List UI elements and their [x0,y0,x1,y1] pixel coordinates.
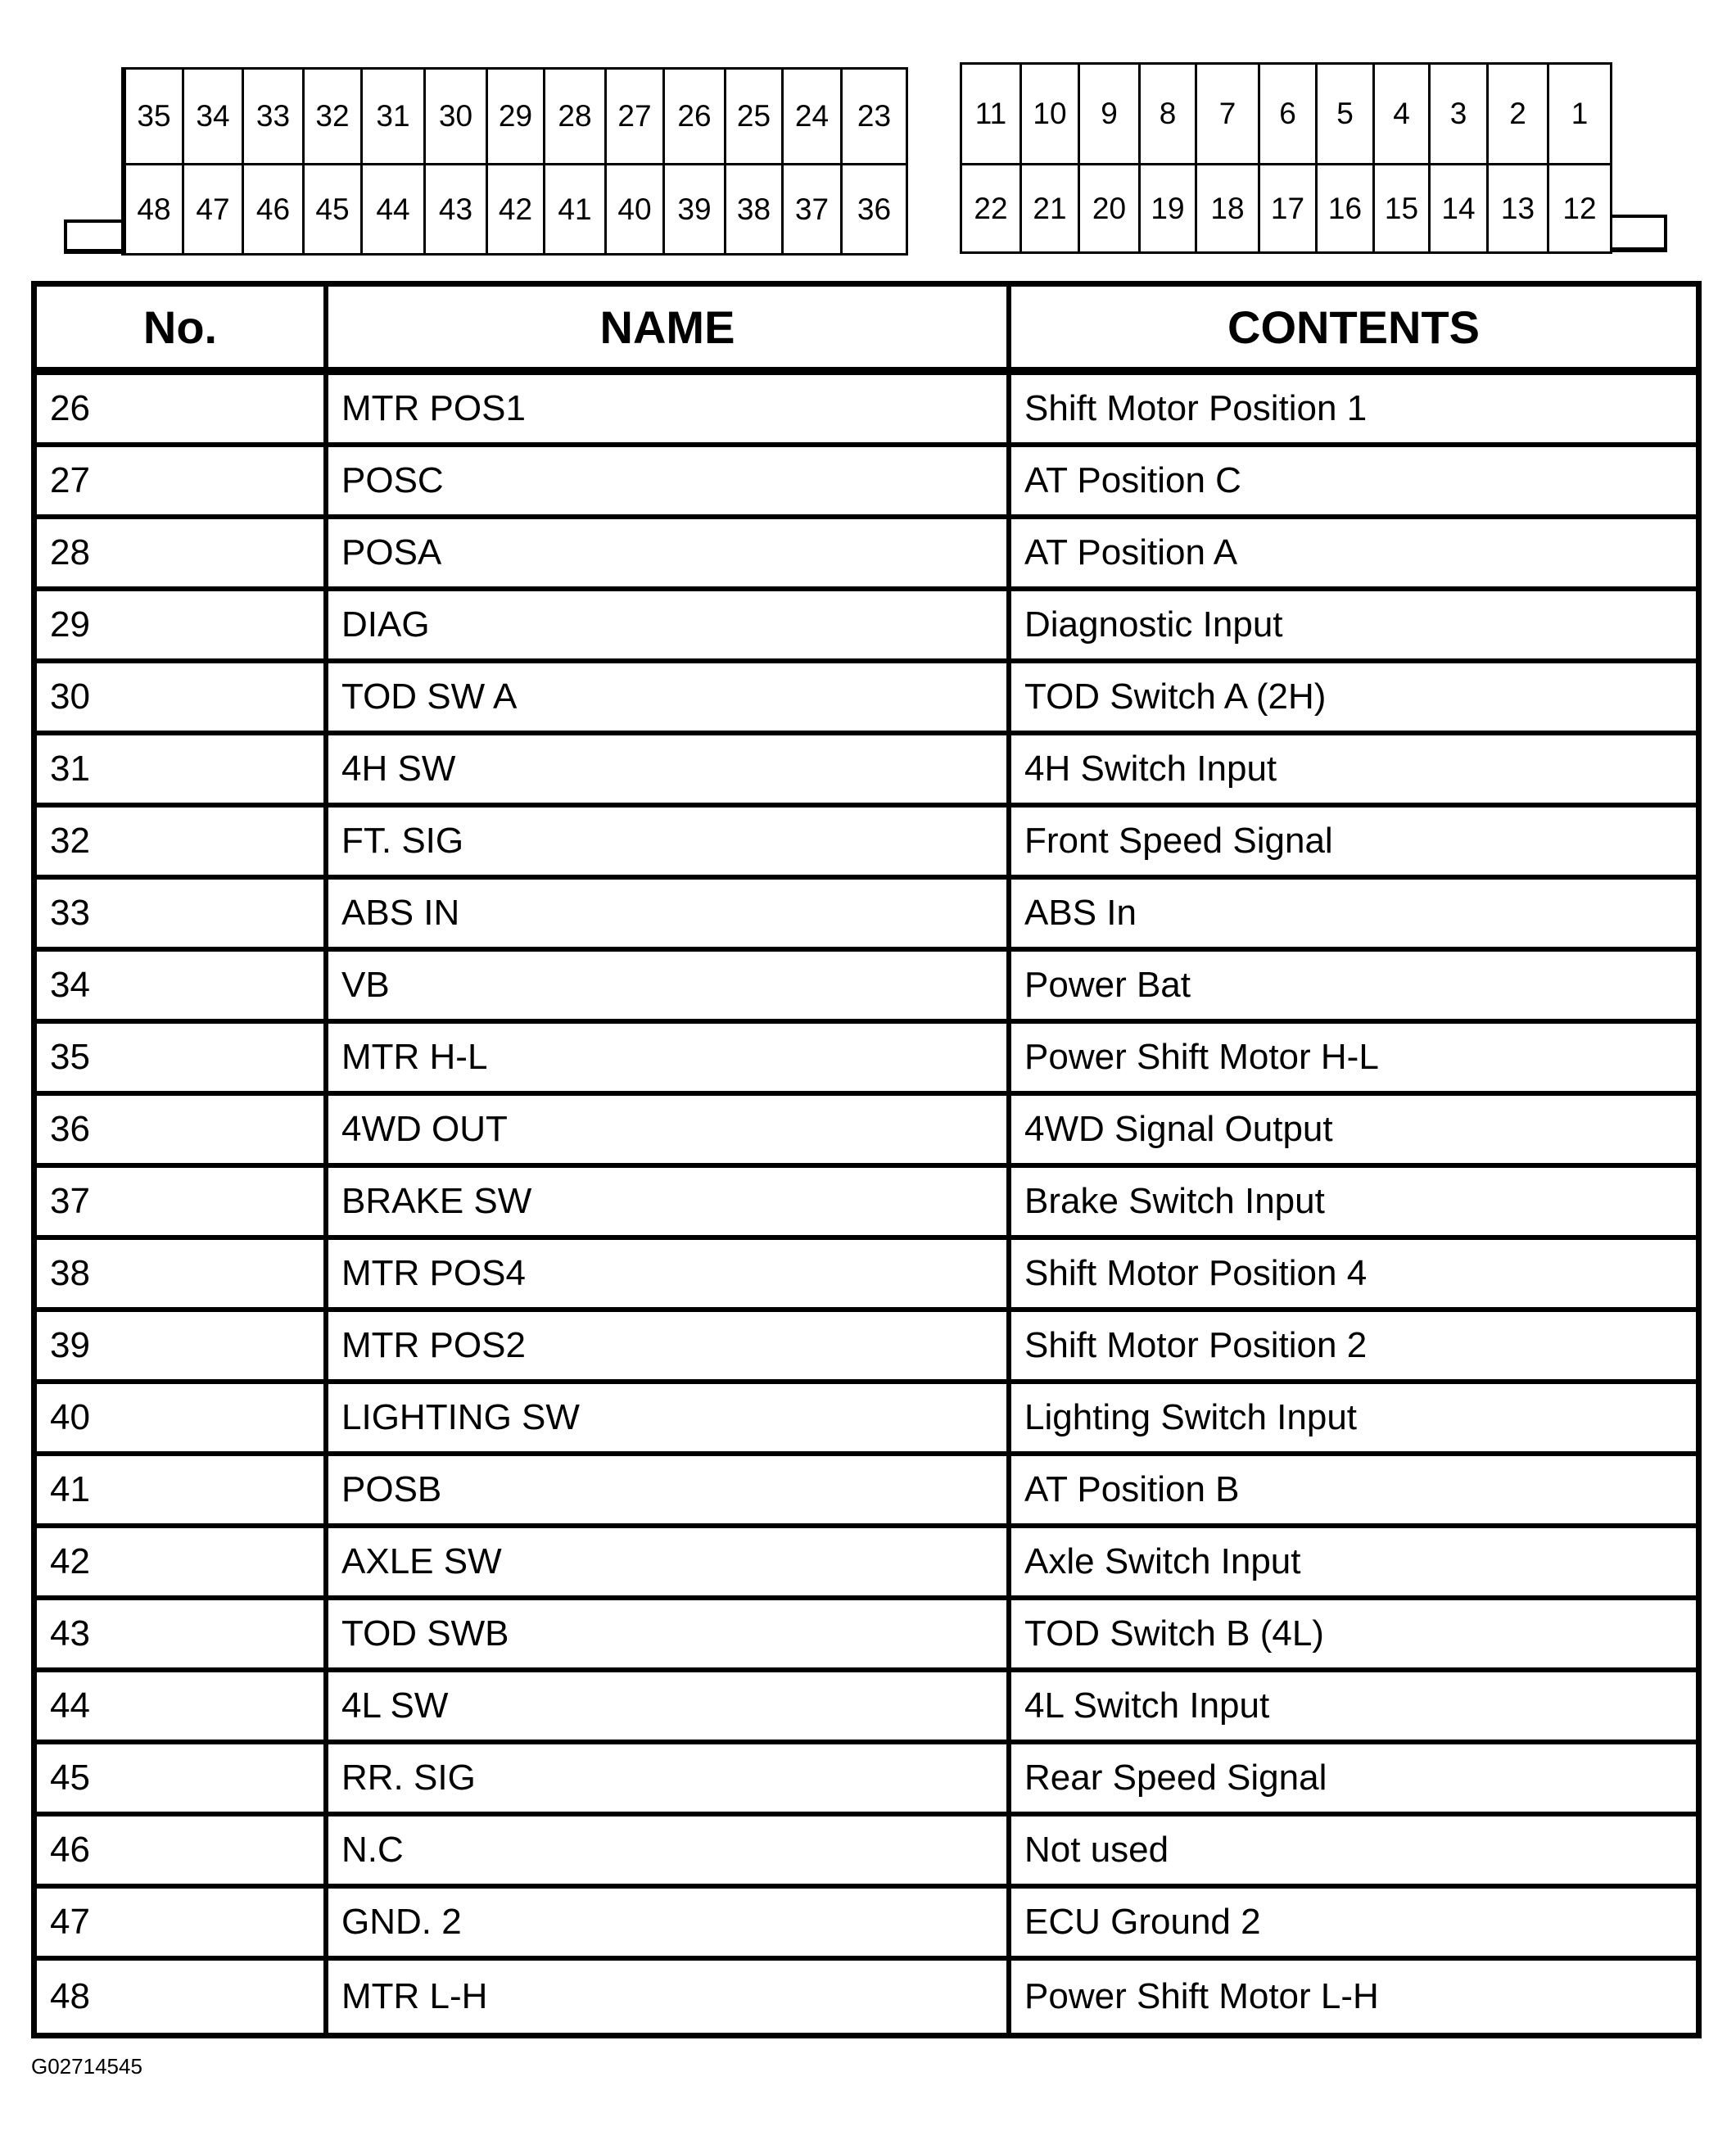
pin-name-cell: FT. SIG [328,808,1011,880]
pin-name-cell: MTR POS1 [328,375,1011,447]
pin-number-cell: 42 [37,1528,328,1600]
table-row [37,1528,1696,1600]
table-row [37,663,1696,735]
pin-name-cell: ABS IN [328,880,1011,952]
pin-contents-cell: TOD Switch A (2H) [1011,663,1696,735]
pin-name-cell: POSC [328,447,1011,519]
pin-name-cell: TOD SW A [328,663,1011,735]
figure-id: G02714545 [31,2054,142,2079]
connector-bottom-right-pin: 20 [1078,163,1141,254]
connector-bottom-right-pin: 21 [1019,163,1080,254]
connector-right-tab [1607,215,1667,252]
table-row [37,1961,1696,2033]
pin-name-cell: POSB [328,1456,1011,1528]
table-row [37,808,1696,880]
connector-top-left-pin: 28 [543,67,607,165]
pin-number-cell: 37 [37,1168,328,1240]
pin-number-cell: 27 [37,447,328,519]
pin-contents-cell: TOD Switch B (4L) [1011,1600,1696,1672]
table-row [37,1744,1696,1817]
pin-number-cell: 26 [37,375,328,447]
connector-left-tab [64,219,124,254]
connector-top-right-pin: 4 [1372,62,1431,165]
table-header-row [37,287,1696,375]
pin-number-cell: 48 [37,1961,328,2033]
header-contents: CONTENTS [1011,287,1696,375]
connector-top-left-pin: 26 [662,67,726,165]
table-row [37,1024,1696,1096]
connector-top-right-pin: 9 [1078,62,1141,165]
pin-contents-cell: AT Position C [1011,447,1696,519]
pin-name-cell: MTR H-L [328,1024,1011,1096]
pin-number-cell: 34 [37,952,328,1024]
pin-contents-cell: Shift Motor Position 2 [1011,1312,1696,1384]
pin-contents-cell: Power Bat [1011,952,1696,1024]
pin-contents-cell: Power Shift Motor H-L [1011,1024,1696,1096]
table-row [37,1384,1696,1456]
connector-bottom-right-pin: 12 [1547,163,1612,254]
pin-number-cell: 40 [37,1384,328,1456]
connector-bottom-left-pin: 38 [724,163,784,256]
connector-bottom-left-pin: 47 [182,163,244,256]
connector-diagram [0,0,1736,270]
connector-bottom-left-pin: 45 [302,163,363,256]
table-row [37,880,1696,952]
table-row [37,1312,1696,1384]
connector-top-right-pin: 10 [1019,62,1080,165]
pin-number-cell: 38 [37,1240,328,1312]
pin-number-cell: 31 [37,735,328,808]
pin-contents-cell: 4H Switch Input [1011,735,1696,808]
pin-number-cell: 46 [37,1817,328,1889]
connector-top-right-pin: 2 [1486,62,1549,165]
pin-name-cell: RR. SIG [328,1744,1011,1817]
pin-name-cell: MTR L-H [328,1961,1011,2033]
connector-top-right-pin: 3 [1428,62,1489,165]
pin-contents-cell: AT Position A [1011,519,1696,591]
pin-name-cell: VB [328,952,1011,1024]
pin-contents-cell: Axle Switch Input [1011,1528,1696,1600]
table-row [37,591,1696,663]
table-row [37,1672,1696,1744]
pin-number-cell: 41 [37,1456,328,1528]
pin-name-cell: DIAG [328,591,1011,663]
connector-top-left-pin: 31 [360,67,426,165]
header-name: NAME [328,287,1011,375]
connector-bottom-left-pin: 48 [124,163,184,256]
pin-number-cell: 44 [37,1672,328,1744]
pin-contents-cell: Brake Switch Input [1011,1168,1696,1240]
connector-bottom-left-pin: 46 [242,163,305,256]
pin-name-cell: N.C [328,1817,1011,1889]
connector-top-left-pin: 30 [423,67,488,165]
pin-number-cell: 30 [37,663,328,735]
connector-bottom-right-pin: 17 [1258,163,1318,254]
table-row [37,735,1696,808]
connector-bottom-left-pin: 41 [543,163,607,256]
pin-name-cell: TOD SWB [328,1600,1011,1672]
pin-contents-cell: Shift Motor Position 1 [1011,375,1696,447]
pin-number-cell: 28 [37,519,328,591]
pin-name-cell: AXLE SW [328,1528,1011,1600]
connector-top-right-pin: 5 [1315,62,1375,165]
connector-top-left-pin: 24 [781,67,843,165]
pin-name-cell: 4H SW [328,735,1011,808]
connector-top-right-pin: 1 [1547,62,1612,165]
connector-bottom-right-pin: 16 [1315,163,1375,254]
connector-bottom-right-pin: 15 [1372,163,1431,254]
connector-top-left-pin: 32 [302,67,363,165]
connector-top-left-pin: 27 [604,67,665,165]
connector-bottom-right-pin: 19 [1138,163,1197,254]
pin-contents-cell: Not used [1011,1817,1696,1889]
pin-number-cell: 47 [37,1889,328,1961]
table-row [37,1240,1696,1312]
connector-bottom-right-pin: 14 [1428,163,1489,254]
pin-contents-cell: Lighting Switch Input [1011,1384,1696,1456]
connector-top-left-pin: 33 [242,67,305,165]
connector-top-left-pin: 34 [182,67,244,165]
pin-contents-cell: Front Speed Signal [1011,808,1696,880]
pin-contents-cell: Diagnostic Input [1011,591,1696,663]
pin-contents-cell: 4WD Signal Output [1011,1096,1696,1168]
pin-contents-cell: Shift Motor Position 4 [1011,1240,1696,1312]
table-row [37,1168,1696,1240]
table-row [37,375,1696,447]
table-row [37,1600,1696,1672]
connector-bottom-left-pin: 36 [840,163,908,256]
table-row [37,1456,1696,1528]
pin-number-cell: 43 [37,1600,328,1672]
pin-contents-cell: ECU Ground 2 [1011,1889,1696,1961]
pin-number-cell: 35 [37,1024,328,1096]
pin-name-cell: MTR POS2 [328,1312,1011,1384]
pin-name-cell: LIGHTING SW [328,1384,1011,1456]
connector-top-left-pin: 25 [724,67,784,165]
connector-bottom-left-pin: 43 [423,163,488,256]
table-row [37,1817,1696,1889]
pin-name-cell: 4L SW [328,1672,1011,1744]
connector-top-left-pin: 29 [486,67,545,165]
table-row [37,1096,1696,1168]
pin-contents-cell: Rear Speed Signal [1011,1744,1696,1817]
connector-bottom-left-pin: 39 [662,163,726,256]
connector-bottom-left-pin: 40 [604,163,665,256]
connector-key-gap [907,57,958,262]
connector-top-right-pin: 6 [1258,62,1318,165]
pin-name-cell: POSA [328,519,1011,591]
pin-contents-cell: AT Position B [1011,1456,1696,1528]
pin-number-cell: 39 [37,1312,328,1384]
table-row [37,952,1696,1024]
connector-top-right-pin: 8 [1138,62,1197,165]
pin-number-cell: 29 [37,591,328,663]
pin-number-cell: 33 [37,880,328,952]
pin-number-cell: 45 [37,1744,328,1817]
pin-name-cell: MTR POS4 [328,1240,1011,1312]
pin-contents-cell: ABS In [1011,880,1696,952]
connector-top-right-pin: 11 [960,62,1022,165]
pin-assignment-table [31,281,1702,2038]
connector-bottom-left-pin: 37 [781,163,843,256]
pin-name-cell: BRAKE SW [328,1168,1011,1240]
table-row [37,1889,1696,1961]
connector-top-left-pin: 35 [124,67,184,165]
connector-bottom-right-pin: 22 [960,163,1022,254]
connector-bottom-left-pin: 44 [360,163,426,256]
table-row [37,519,1696,591]
pin-contents-cell: Power Shift Motor L-H [1024,1976,1379,2016]
pin-number-cell: 32 [37,808,328,880]
header-no: No. [37,287,328,375]
pin-contents-cell: 4L Switch Input [1011,1672,1696,1744]
pin-number-cell: 36 [37,1096,328,1168]
connector-top-left-pin: 23 [840,67,908,165]
pin-name-cell: GND. 2 [328,1889,1011,1961]
connector-bottom-right-pin: 13 [1486,163,1549,254]
connector-bottom-left-pin: 42 [486,163,545,256]
table-row [37,447,1696,519]
connector-bottom-right-pin: 18 [1195,163,1260,254]
connector-top-right-pin: 7 [1195,62,1260,165]
pin-name-cell: 4WD OUT [328,1096,1011,1168]
